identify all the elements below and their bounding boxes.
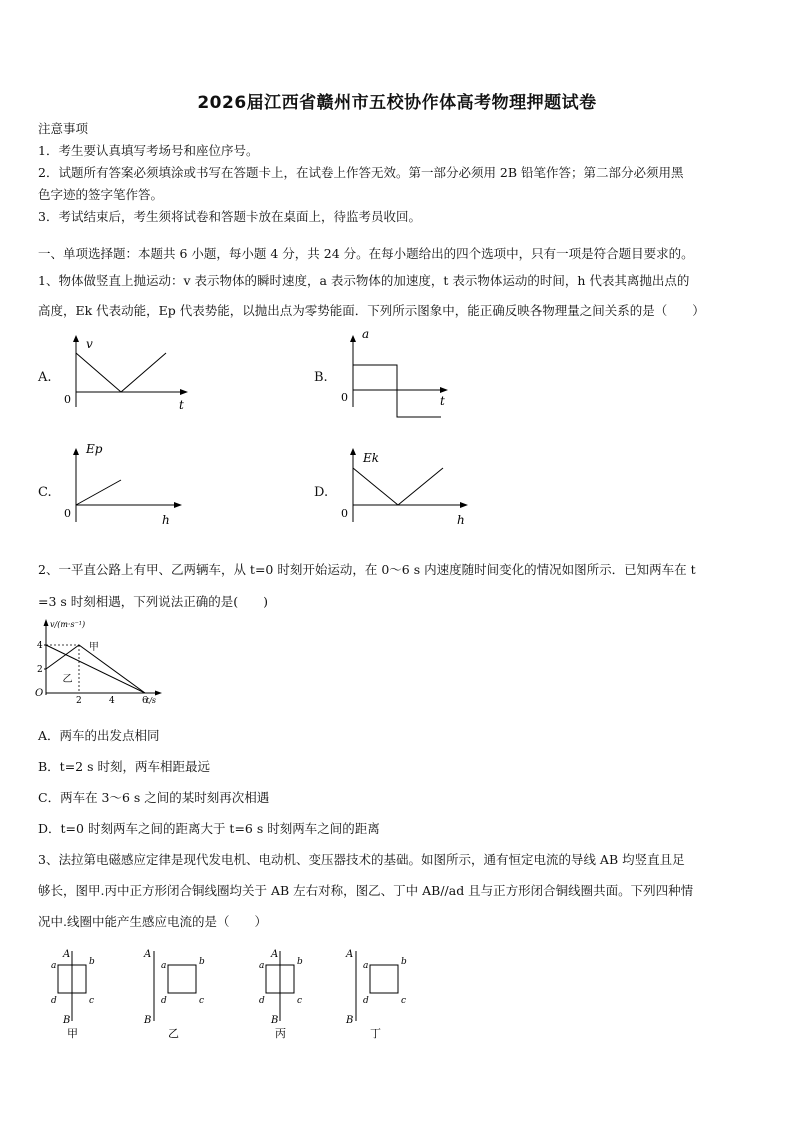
graph-x-label: t: [440, 394, 445, 408]
q2-option-c[interactable]: C．两车在 3～6 s 之间的某时刻再次相遇: [38, 790, 270, 805]
wire-end-label: A: [346, 949, 354, 960]
x-tick-label: 4: [109, 696, 115, 706]
q3-figure-1: [44, 945, 134, 1045]
graph-x-label: h: [457, 513, 465, 527]
wire-end-label: B: [346, 1015, 354, 1026]
graph-origin: 0: [64, 393, 71, 406]
corner-label: d: [161, 996, 167, 1006]
graph-y-label: Ep: [86, 442, 103, 456]
wire-end-label: B: [144, 1015, 152, 1026]
corner-label: a: [363, 961, 369, 971]
corner-label: b: [401, 957, 407, 967]
figure-caption: 丙: [275, 1027, 286, 1040]
corner-label: a: [259, 961, 265, 971]
corner-label: c: [401, 996, 407, 1006]
corner-label: b: [297, 957, 303, 967]
corner-label: b: [199, 957, 205, 967]
q1-option-d-label[interactable]: D.: [314, 485, 329, 500]
graph-x-label: h: [162, 513, 170, 527]
figure-caption: 乙: [168, 1027, 179, 1040]
q2-option-d[interactable]: D．t=0 时刻两车之间的距离大于 t=6 s 时刻两车之间的距离: [38, 821, 380, 836]
y-tick-label: 4: [37, 641, 43, 651]
q3-figure-4: [342, 945, 432, 1045]
wire-end-label: B: [63, 1015, 71, 1026]
q1-stem: 1、物体做竖直上抛运动：v 表示物体的瞬时速度，a 表示物体的加速度，t 表示物体运动的时间，h 代表其离抛出点的: [38, 273, 690, 288]
corner-label: d: [51, 996, 57, 1006]
x-tick-label: 2: [76, 696, 82, 706]
corner-label: a: [51, 961, 57, 971]
section-heading: 一、单项选择题：本题共 6 小题，每小题 4 分，共 24 分。在每小题给出的四个选项中，只有一项是符合题目要求的。: [38, 246, 694, 261]
origin-label: O: [35, 688, 44, 699]
graph-y-label: Ek: [363, 451, 380, 465]
q2-option-a[interactable]: A．两车的出发点相同: [38, 728, 160, 743]
notice-item: 色字迹的签字笔作答。: [38, 187, 164, 202]
coil-square: [168, 965, 196, 993]
corner-label: c: [297, 996, 303, 1006]
q3-stem: 3、法拉第电磁感应定律是现代发电机、电动机、变压器技术的基础。如图所示，通有恒定电流的导线 AB 均竖直且足: [38, 852, 685, 867]
q2-option-b[interactable]: B．t=2 s 时刻，两车相距最远: [38, 759, 210, 774]
corner-label: b: [89, 957, 95, 967]
q3-stem: 够长，图甲.丙中正方形闭合铜线圈均关于 AB 左右对称，图乙、丁中 AB//ad 且与正方形闭合铜线圈共面。下列四种情: [38, 883, 694, 898]
graph-origin: 0: [341, 507, 348, 520]
q1-graph-a: [58, 335, 198, 415]
graph-origin: 0: [341, 391, 348, 404]
series-label: 甲: [88, 641, 99, 653]
q3-figure-2: [140, 945, 230, 1045]
q2-stem: =3 s 时刻相遇，下列说法正确的是( ): [38, 594, 269, 609]
series-label: 乙: [62, 674, 73, 686]
q2-vt-chart: [34, 615, 174, 720]
wire-end-label: B: [271, 1015, 279, 1026]
y-axis-label: v/(m·s⁻¹): [50, 620, 86, 629]
q1-option-c-label[interactable]: C.: [38, 485, 52, 500]
x-axis-arrow: [155, 691, 162, 696]
corner-label: d: [259, 996, 265, 1006]
exam-title: 2026届江西省赣州市五校协作体高考物理押题试卷: [197, 93, 597, 113]
q3-figure-3: [252, 945, 342, 1045]
graph-y-label: v: [86, 337, 93, 351]
x-axis-label: t/s: [146, 696, 157, 705]
notice-heading: 注意事项: [38, 121, 89, 136]
wire-end-label: A: [271, 949, 279, 960]
q1-option-a-label[interactable]: A.: [38, 370, 52, 385]
corner-label: c: [199, 996, 205, 1006]
q1-graph-c: [58, 440, 188, 530]
q3-stem: 况中.线圈中能产生感应电流的是（ ）: [38, 914, 267, 929]
q1-stem: 高度，Ek 代表动能，Ep 代表势能，以抛出点为零势能面．下列所示图象中，能正确反映各物理量之间关系的是（ ）: [38, 303, 705, 318]
notice-item: 2．试题所有答案必须填涂或书写在答题卡上，在试卷上作答无效。第一部分必须用 2B 铅笔作答；第二部分必须用黑: [38, 165, 684, 180]
wire-end-label: A: [63, 949, 71, 960]
corner-label: d: [363, 996, 369, 1006]
corner-label: c: [89, 996, 95, 1006]
graph-origin: 0: [64, 507, 71, 520]
q1-option-b-label[interactable]: B.: [314, 370, 328, 385]
coil-square: [370, 965, 398, 993]
figure-caption: 甲: [67, 1027, 78, 1040]
y-axis-arrow: [44, 619, 49, 626]
graph-x-label: t: [179, 398, 184, 412]
x-tick-label: 6: [142, 696, 148, 706]
figure-caption: 丁: [370, 1027, 381, 1040]
q1-graph-d: [336, 440, 476, 530]
graph-y-label: a: [362, 327, 370, 341]
corner-label: a: [161, 961, 167, 971]
q2-stem: 2、一平直公路上有甲、乙两辆车，从 t=0 时刻开始运动，在 0～6 s 内速度随时间变化的情况如图所示．已知两车在 t: [38, 562, 696, 577]
notice-item: 1．考生要认真填写考场号和座位序号。: [38, 143, 259, 158]
y-tick-label: 2: [37, 665, 43, 675]
q1-graph-b: [336, 325, 456, 425]
wire-end-label: A: [144, 949, 152, 960]
notice-item: 3．考试结束后，考生须将试卷和答题卡放在桌面上，待监考员收回。: [38, 209, 421, 224]
